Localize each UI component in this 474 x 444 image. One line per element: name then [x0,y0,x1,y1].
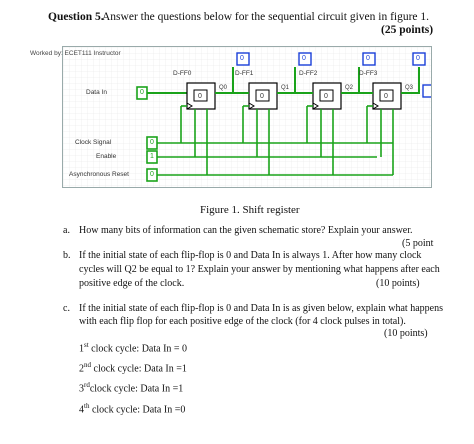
figure-caption: Figure 1. Shift register [200,204,300,216]
clock-value[interactable]: 0 [150,139,154,146]
part-c-id: c. [63,303,70,314]
part-a-id: a. [63,225,70,236]
question-points: (25 points) [381,24,434,36]
clock-label: Clock Signal [75,139,112,146]
part-c-line-2: with each flip flop for each positive edge of the clock (for 4 clock pulses in total). [79,316,406,327]
ff2-value: 0 [324,93,328,100]
question-number: Question 5. [48,11,104,23]
enable-value[interactable]: 1 [150,153,154,160]
schematic-svg [63,47,431,187]
ff3-label: D-FF3 [359,70,378,77]
clock-cycle-3: 3rdclock cycle: Data In =1 [79,381,184,395]
part-c-line-1: If the initial state of each flip-flop is 0 and Data In is as given below, explain what happens [79,303,443,314]
q1-label: Q1 [281,85,290,91]
ff1-value: 0 [260,93,264,100]
part-b-points: (10 points) [376,278,420,289]
part-c-points: (10 points) [384,328,428,339]
part-b-line-3: positive edge of the clock. [79,278,185,289]
clock-cycle-4: 4th clock cycle: Data In =0 [79,402,186,416]
async-reset-value[interactable]: 0 [150,171,154,178]
part-b-line-1: If the initial state of each flip-flop is 0 and Data In is always 1. After how many clock [79,250,422,261]
question-text: Answer the questions below for the sequential circuit given in figure 1. [102,11,430,23]
clock-cycle-1: 1st clock cycle: Data In = 0 [79,341,188,355]
part-a-points: (5 point [402,238,434,249]
ff3-value: 0 [384,93,388,100]
probe-q1-value: 0 [302,55,306,62]
probe-q3-value: 0 [416,55,420,62]
worked-by-label: Worked by: ECET111 Instructor [30,50,121,57]
ff2-label: D-FF2 [299,70,318,77]
enable-label: Enable [96,153,117,160]
part-b-id: b. [63,250,71,261]
q0-label: Q0 [219,85,228,91]
data-in-label: Data In [86,89,107,96]
ff0-label: D-FF0 [173,70,192,77]
async-reset-label: Asynchronous Reset [69,171,129,178]
clock-cycle-2: 2nd clock cycle: Data In =1 [79,361,187,375]
shift-register-schematic [62,46,432,188]
data-in-value[interactable]: 0 [140,89,144,96]
probe-q0-value: 0 [240,55,244,62]
part-b-line-2: cycles will Q2 be equal to 1? Explain your answer by mentioning what happens after each [79,264,440,275]
schematic-grid [63,47,431,187]
ff1-label: D-FF1 [235,70,254,77]
part-a-line-1: How many bits of information can the given schematic store? Explain your answer. [79,225,413,236]
q3-label: Q3 [405,85,414,91]
q2-label: Q2 [345,85,354,91]
probe-q2-value: 0 [366,55,370,62]
ff0-value: 0 [198,93,202,100]
